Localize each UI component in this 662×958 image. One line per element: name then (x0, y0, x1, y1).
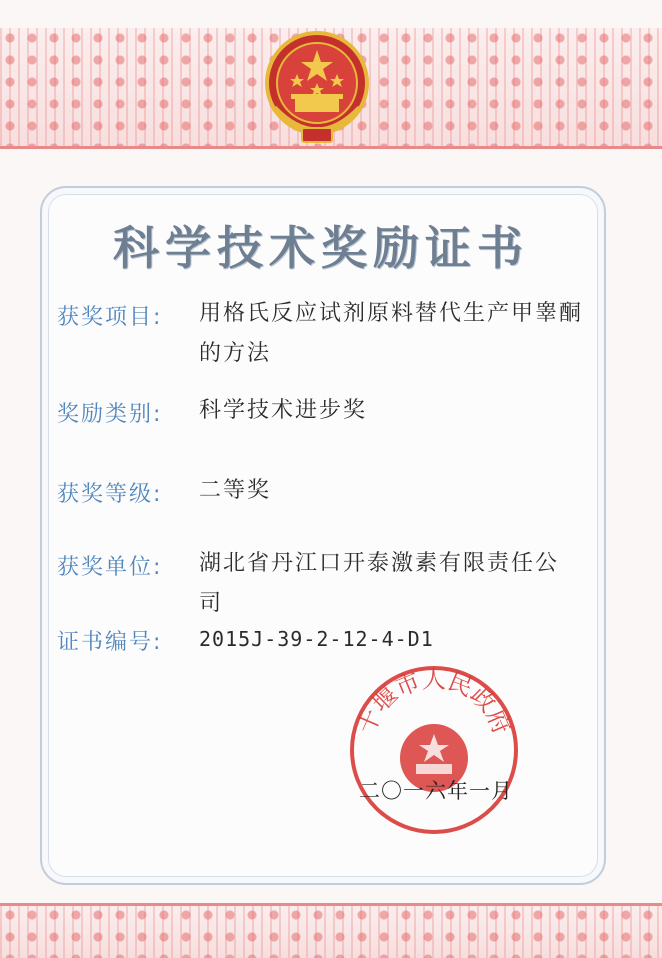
field-award-unit (57, 550, 597, 630)
field-value: 科学技术进步奖 (199, 398, 368, 423)
field-label: 获奖项目: (57, 305, 163, 330)
field-award-category (57, 397, 597, 437)
field-value: 2015J-39-2-12-4-D1 (199, 627, 434, 651)
field-label: 获奖单位: (57, 555, 163, 580)
official-seal-icon (344, 660, 524, 840)
certificate-title: 科学技术奖励证书 (113, 221, 529, 275)
bottom-border-line (0, 903, 662, 906)
field-award-level (57, 477, 597, 517)
field-project (57, 300, 597, 380)
field-label: 证书编号: (57, 630, 163, 655)
field-label: 获奖等级: (57, 482, 163, 507)
bottom-decorative-border (0, 905, 662, 958)
field-value: 湖北省丹江口开泰激素有限责任公司 (199, 551, 560, 616)
seal-text: 十堰市人民政府 (352, 665, 516, 739)
national-emblem-icon (262, 28, 372, 153)
issue-date: 二〇一六年一月 (359, 779, 513, 803)
field-label: 奖励类别: (57, 402, 163, 427)
field-certificate-number (57, 625, 597, 665)
field-value: 二等奖 (199, 478, 272, 503)
field-value: 用格氏反应试剂原料替代生产甲睾酮的方法 (199, 301, 584, 366)
